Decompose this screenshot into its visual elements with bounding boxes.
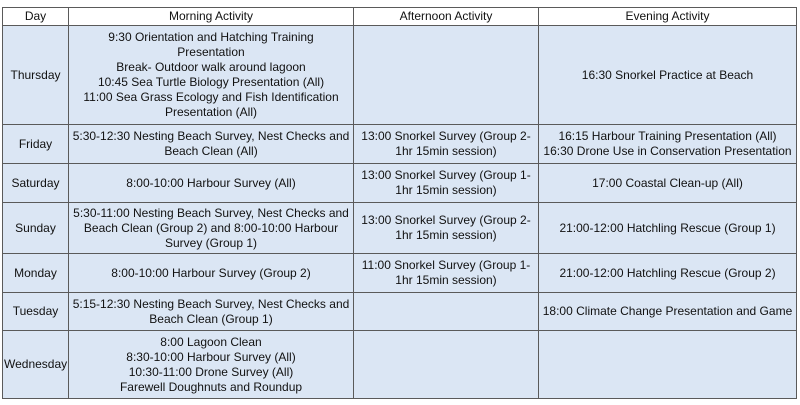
morning-cell: 9:30 Orientation and Hatching Training Presentation Break- Outdoor walk around lagoon 10:45 Sea Turtle Biology Presentation (All) 11:00 Sea Grass Ecology and Fish Identification Presentation (All) — [69, 26, 354, 125]
afternoon-cell: 13:00 Snorkel Survey (Group 2- 1hr 15min session) — [354, 125, 539, 164]
table-row — [3, 203, 797, 254]
afternoon-cell: 13:00 Snorkel Survey (Group 1- 1hr 15min session) — [354, 164, 539, 203]
day-cell: Saturday — [3, 164, 69, 203]
header-evening: Evening Activity — [539, 8, 797, 26]
table-row — [3, 254, 797, 293]
morning-cell: 5:15-12:30 Nesting Beach Survey, Nest Checks and Beach Clean (Group 1) — [69, 293, 354, 331]
table-row — [3, 293, 797, 331]
afternoon-cell — [354, 331, 539, 399]
day-cell: Thursday — [3, 26, 69, 125]
header-morning: Morning Activity — [69, 8, 354, 26]
evening-cell: 17:00 Coastal Clean-up (All) — [539, 164, 797, 203]
afternoon-cell — [354, 293, 539, 331]
morning-cell: 8:00-10:00 Harbour Survey (Group 2) — [69, 254, 354, 293]
morning-cell: 8:00 Lagoon Clean 8:30-10:00 Harbour Survey (All) 10:30-11:00 Drone Survey (All) Farewell Doughnuts and Roundup — [69, 331, 354, 399]
afternoon-cell: 11:00 Snorkel Survey (Group 1- 1hr 15min session) — [354, 254, 539, 293]
evening-cell: 16:15 Harbour Training Presentation (All) 16:30 Drone Use in Conservation Presentation — [539, 125, 797, 164]
schedule-table — [2, 7, 797, 399]
morning-cell: 5:30-11:00 Nesting Beach Survey, Nest Checks and Beach Clean (Group 2) and 8:00-10:00 Harbour Survey (Group 1) — [69, 203, 354, 254]
evening-cell — [539, 331, 797, 399]
day-cell: Sunday — [3, 203, 69, 254]
day-cell: Friday — [3, 125, 69, 164]
evening-cell: 21:00-12:00 Hatchling Rescue (Group 2) — [539, 254, 797, 293]
evening-cell: 18:00 Climate Change Presentation and Game — [539, 293, 797, 331]
table-row — [3, 331, 797, 399]
table-row — [3, 164, 797, 203]
day-cell: Monday — [3, 254, 69, 293]
day-cell: Wednesday — [3, 331, 69, 399]
day-cell: Tuesday — [3, 293, 69, 331]
morning-cell: 5:30-12:30 Nesting Beach Survey, Nest Checks and Beach Clean (All) — [69, 125, 354, 164]
header-day: Day — [3, 8, 69, 26]
morning-cell: 8:00-10:00 Harbour Survey (All) — [69, 164, 354, 203]
evening-cell: 21:00-12:00 Hatchling Rescue (Group 1) — [539, 203, 797, 254]
evening-cell: 16:30 Snorkel Practice at Beach — [539, 26, 797, 125]
header-row — [3, 8, 797, 26]
header-afternoon: Afternoon Activity — [354, 8, 539, 26]
table-row — [3, 26, 797, 125]
afternoon-cell: 13:00 Snorkel Survey (Group 2- 1hr 15min session) — [354, 203, 539, 254]
table-row — [3, 125, 797, 164]
afternoon-cell — [354, 26, 539, 125]
